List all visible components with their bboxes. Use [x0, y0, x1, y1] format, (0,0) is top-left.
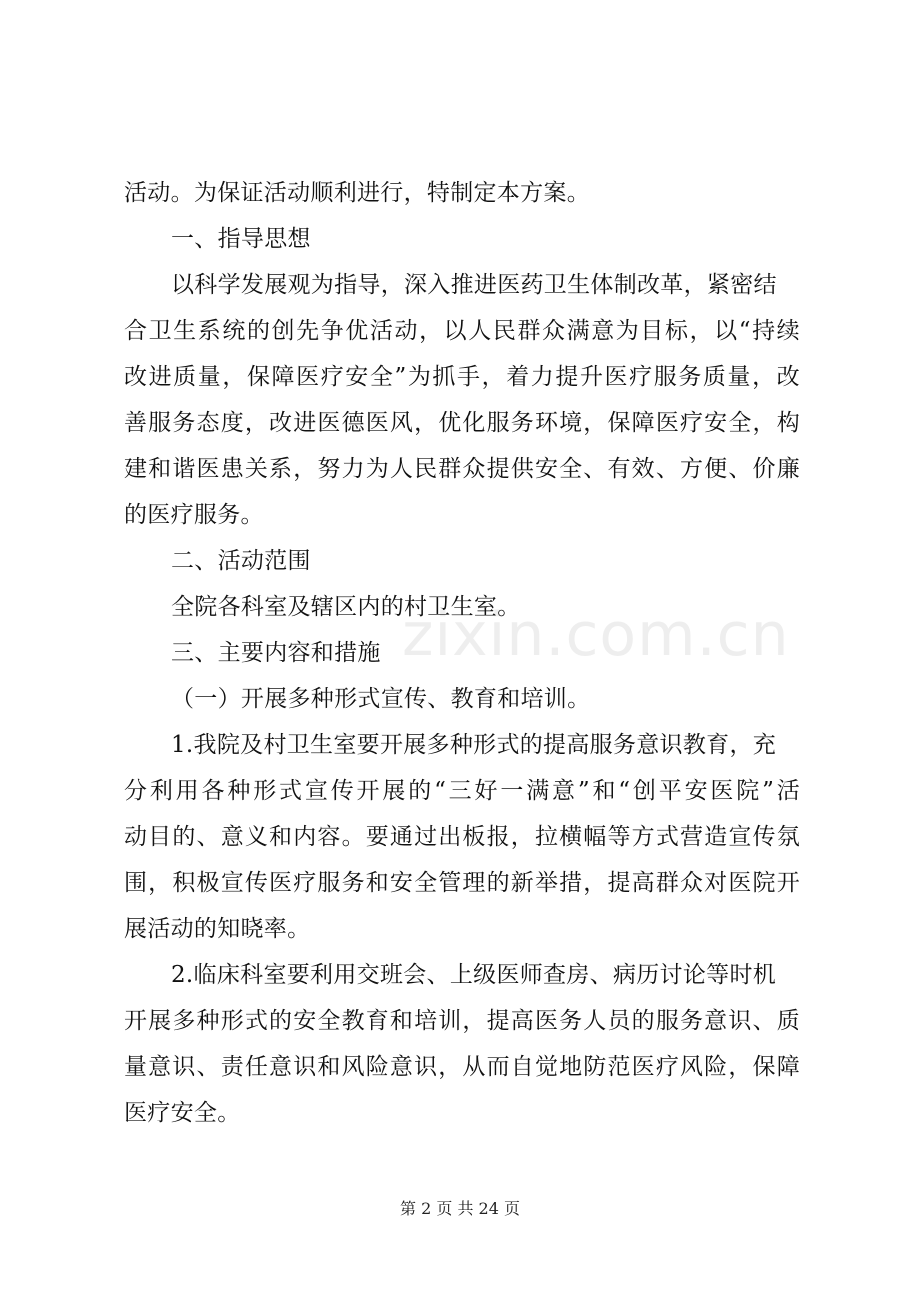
body-line: 分利用各种形式宣传开展的“三好一满意”和“创平安医院”活: [124, 778, 800, 804]
body-line: 善服务态度，改进医德医风，优化服务环境，保障医疗安全，构: [124, 410, 800, 436]
body-line: 围，积极宣传医疗服务和安全管理的新举措，提高群众对医院开: [124, 870, 800, 896]
body-line: 量意识、责任意识和风险意识，从而自觉地防范医疗风险，保障: [124, 1054, 800, 1080]
section-heading: 一、指导思想: [171, 226, 311, 252]
subsection-heading: （一）开展多种形式宣传、教育和培训。: [171, 686, 591, 712]
body-line: 建和谐医患关系，努力为人民群众提供安全、有效、方便、价廉: [124, 456, 800, 482]
body-line: 的医疗服务。: [124, 502, 264, 528]
body-line: 全院各科室及辖区内的村卫生室。: [171, 594, 521, 620]
page-footer: 第 2 页 共 24 页: [400, 1199, 520, 1218]
watermark: zixin.com.cn: [402, 600, 790, 670]
body-line: 合卫生系统的创先争优活动，以人民群众满意为目标，以“持续: [124, 318, 800, 344]
body-line: 1.我院及村卫生室要开展多种形式的提高服务意识教育，充: [171, 732, 777, 758]
body-line: 2.临床科室要利用交班会、上级医师查房、病历讨论等时机: [171, 962, 777, 988]
body-line: 以科学发展观为指导，深入推进医药卫生体制改革，紧密结: [171, 272, 777, 298]
body-line: 改进质量，保障医疗安全”为抓手，着力提升医疗服务质量，改: [124, 364, 800, 390]
body-line: 动目的、意义和内容。要通过出板报，拉横幅等方式营造宣传氛: [124, 824, 800, 850]
body-line: 开展多种形式的安全教育和培训，提高医务人员的服务意识、质: [124, 1008, 800, 1034]
section-heading: 二、活动范围: [171, 548, 311, 574]
body-line: 医疗安全。: [124, 1100, 241, 1126]
body-line: 活动。为保证活动顺利进行，特制定本方案。: [124, 180, 590, 206]
body-line: 展活动的知晓率。: [124, 916, 311, 942]
section-heading: 三、主要内容和措施: [171, 640, 381, 666]
